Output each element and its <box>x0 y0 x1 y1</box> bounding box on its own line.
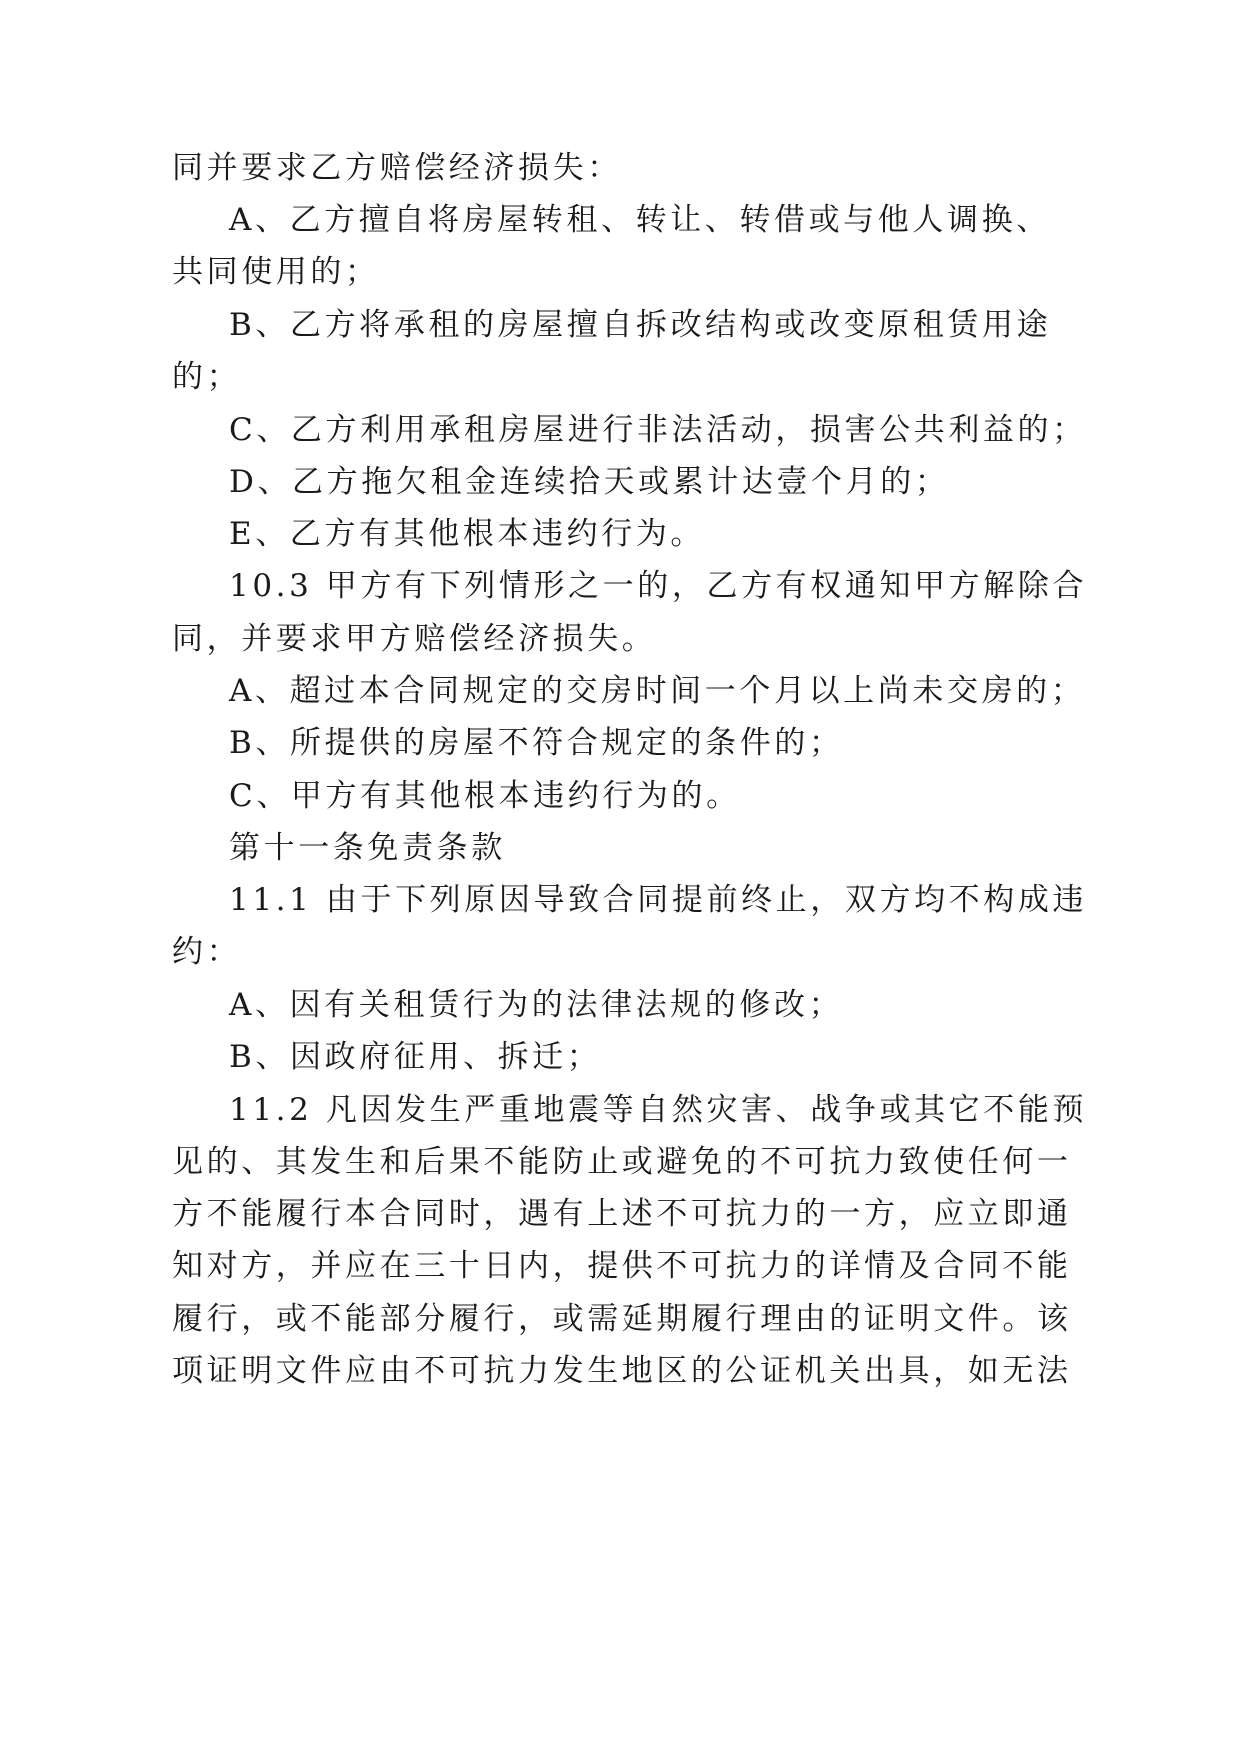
section-heading: 第十一条免责条款 <box>229 830 506 866</box>
text-line: 见的、其发生和后果不能防止或避免的不可抗力致使任何一 <box>172 1144 1072 1180</box>
text-line: C、乙方利用承租房屋进行非法活动，损害公共利益的； <box>229 412 1087 448</box>
text-line: 同并要求乙方赔偿经济损失： <box>172 150 622 186</box>
text-line: 方不能履行本合同时，遇有上述不可抗力的一方，应立即通 <box>172 1196 1072 1232</box>
text-line: B、乙方将承租的房屋擅自拆改结构或改变原租赁用途 <box>229 307 1052 343</box>
text-line: 的； <box>172 359 242 395</box>
text-line: 11.2 凡因发生严重地震等自然灾害、战争或其它不能预 <box>229 1092 1088 1128</box>
text-line: A、超过本合同规定的交房时间一个月以上尚未交房的； <box>229 673 1086 709</box>
text-line: D、乙方拖欠租金连续拾天或累计达壹个月的； <box>229 464 950 500</box>
text-line: 履行，或不能部分履行，或需延期履行理由的证明文件。该 <box>172 1301 1072 1337</box>
text-line: B、因政府征用、拆迁； <box>229 1039 602 1075</box>
text-line: 知对方，并应在三十日内，提供不可抗力的详情及合同不能 <box>172 1248 1072 1284</box>
text-line: 10.3 甲方有下列情形之一的，乙方有权通知甲方解除合 <box>229 568 1088 604</box>
text-line: 约： <box>172 934 242 970</box>
text-line: B、所提供的房屋不符合规定的条件的； <box>229 725 844 761</box>
text-line: 同，并要求甲方赔偿经济损失。 <box>172 621 657 657</box>
text-line: 项证明文件应由不可抗力发生地区的公证机关出具，如无法 <box>172 1353 1072 1389</box>
text-line: E、乙方有其他根本违约行为。 <box>229 516 706 552</box>
text-line: A、因有关租赁行为的法律法规的修改； <box>229 987 844 1023</box>
text-line: 11.1 由于下列原因导致合同提前终止，双方均不构成违 <box>229 882 1088 918</box>
text-line: C、甲方有其他根本违约行为的。 <box>229 778 741 814</box>
text-line: A、乙方擅自将房屋转租、转让、转借或与他人调换、 <box>229 202 1051 238</box>
text-line: 共同使用的； <box>172 254 380 290</box>
